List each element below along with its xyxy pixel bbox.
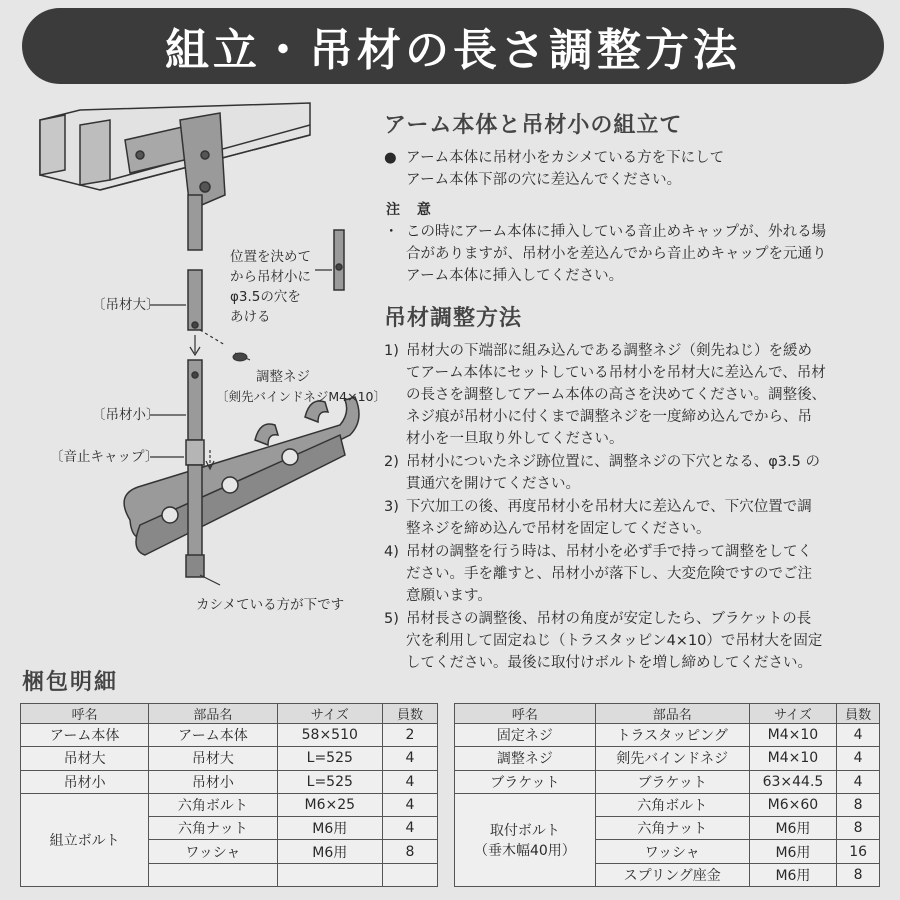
table-cell: 8 [837,793,880,816]
table-cell: ブラケット [455,770,596,793]
table-row [21,793,438,816]
label-sound-cap: 〔音止キャップ〕 [50,449,159,465]
table-row [21,747,438,770]
packing-table-2 [454,703,880,887]
step-5 [384,608,880,674]
step-line: してください。最後に取付けボルトを増し締めしてください。 [406,655,812,671]
step-number: 5) [384,611,399,627]
step-line: 吊材長さの調整後、吊材の角度が安定したら、ブラケットの長 [406,611,812,627]
table-cell: 六角ナット [595,817,749,840]
table-cell: 吊材小 [21,770,149,793]
table-cell: M4×10 [749,724,837,747]
table-cell: M6用 [749,863,837,886]
table-cell: ブラケット [595,770,749,793]
assembly-line-1: アーム本体に吊材小をカシメている方を下にして [406,150,725,166]
note [384,221,880,287]
table-cell: 4 [837,747,880,770]
table-cell: スプリング座金 [595,863,749,886]
step-number: 1) [384,343,399,359]
table-cell: 六角ボルト [149,793,277,816]
table-row [21,724,438,747]
header-cell: 員数 [837,704,880,724]
table-cell: 58×510 [277,724,382,747]
table-cell: 六角ボルト [595,793,749,816]
table-row [455,747,880,770]
step-line: てアーム本体にセットしている吊材小を吊材大に差込んで、吊材 [406,365,826,381]
adjust-heading: 吊材調整方法 [384,306,523,331]
note-line-2: 合がありますが、吊材小を差込んでから音止めキャップを元通り [406,246,827,262]
table-cell: ワッシャ [149,840,277,863]
step-number: 2) [384,454,399,470]
table-cell: 4 [837,724,880,747]
note-mark: ・ [384,224,399,240]
group-label-2: （垂木幅40用） [473,842,576,859]
table-cell: M6×25 [277,793,382,816]
note-title: 注 意 [386,202,437,218]
group-cell: 組立ボルト [21,793,149,886]
table-cell: アーム本体 [149,724,277,747]
step-line: 整ネジを締め込んで吊材を固定してください。 [406,521,711,537]
header-cell: 呼名 [21,704,149,724]
table-cell: トラスタッピング [595,724,749,747]
assembly-heading: アーム本体と吊材小の組立て [384,113,683,138]
label-hole-2: から吊材小に [230,269,311,285]
table-cell: M6×60 [749,793,837,816]
label-small-hanger: 〔吊材小〕 [92,407,160,423]
packing-heading: 梱包明細 [22,670,119,695]
table-cell: 4 [837,770,880,793]
label-hole-3: φ3.5の穴を [230,289,301,305]
step-line: の長さを調整してアーム本体の高さを決めてください。調整後、 [406,387,827,403]
header-cell: サイズ [277,704,382,724]
step-line: 吊材の調整を行う時は、吊材小を必ず手で持って調整をしてく [406,544,812,560]
table-cell: 調整ネジ [455,747,596,770]
header-cell: 呼名 [455,704,596,724]
table-cell: 4 [382,747,437,770]
table-header-row [455,704,880,724]
table-cell: 4 [382,817,437,840]
instructions [384,108,880,675]
step-3 [384,496,880,540]
assembly-illustration [20,95,380,655]
step-line: ネジ痕が吊材小に付くまで調整ネジを一度締め込んでから、吊 [406,409,812,425]
title-banner [22,8,884,84]
header-cell: サイズ [749,704,837,724]
table-cell: ワッシャ [595,840,749,863]
table-cell: L=525 [277,747,382,770]
table-cell: M6用 [277,840,382,863]
label-hole-4: あける [230,309,271,325]
bullet-mark: ● [384,150,397,166]
table-cell: M6用 [749,840,837,863]
table-cell [149,863,277,886]
step-4 [384,541,880,607]
label-screw-1: 調整ネジ [256,369,310,385]
header-cell: 部品名 [149,704,277,724]
group-cell [455,793,596,886]
table-row [21,770,438,793]
table-cell: 吊材大 [21,747,149,770]
step-line: 材小を一旦取り外してください。 [406,431,624,447]
assembly-bullet [384,147,880,191]
group-label-1: 取付ボルト [489,822,560,839]
packing-table-1 [20,703,438,887]
step-number: 3) [384,499,399,515]
label-screw-2: 〔剣先バインドネジM4×10〕 [216,389,386,404]
step-line: 貫通穴を開けてください。 [406,476,580,492]
table-cell: M4×10 [749,747,837,770]
step-number: 4) [384,544,399,560]
step-line: 穴を利用して固定ねじ（トラスタッピン4×10）で吊材大を固定 [406,633,823,649]
table-cell: アーム本体 [21,724,149,747]
step-line: 吊材大の下端部に組み込んである調整ネジ（剣先ねじ）を緩め [406,343,812,359]
table-row [455,724,880,747]
step-2 [384,451,880,495]
table-header-row [21,704,438,724]
table-cell [382,863,437,886]
table-cell: 63×44.5 [749,770,837,793]
table-cell: 8 [837,863,880,886]
table-row [455,770,880,793]
label-hole-1: 位置を決めて [230,249,311,265]
page-title: 組立・吊材の長さ調整方法 [165,25,741,76]
table-cell: 固定ネジ [455,724,596,747]
table-cell: 2 [382,724,437,747]
step-line: 下穴加工の後、再度吊材小を吊材大に差込んで、下穴位置で調 [406,499,812,515]
step-line: ださい。手を離すと、吊材小が落下し、大変危険ですのでご注 [406,566,812,582]
assembly-figure [20,95,386,655]
table-cell: M6用 [749,817,837,840]
label-large-hanger: 〔吊材大〕 [92,297,160,313]
table-cell: 吊材大 [149,747,277,770]
table-cell: 六角ナット [149,817,277,840]
table-cell: L=525 [277,770,382,793]
assembly-line-2: アーム本体下部の穴に差込んでください。 [406,172,682,188]
table-cell: 剣先バインドネジ [595,747,749,770]
step-line: 意願います。 [406,588,492,604]
table-cell: 4 [382,770,437,793]
note-line-1: この時にアーム本体に挿入している音止めキャップが、外れる場 [406,224,827,240]
table-cell [277,863,382,886]
table-cell: 16 [837,840,880,863]
table-cell: 8 [382,840,437,863]
header-cell: 員数 [382,704,437,724]
table-row [455,793,880,816]
table-cell: 吊材小 [149,770,277,793]
table-cell: M6用 [277,817,382,840]
table-cell: 8 [837,817,880,840]
step-1 [384,340,880,450]
step-line: 吊材小についたネジ跡位置に、調整ネジの下穴となる、φ3.5 の [406,454,820,470]
label-bottom: カシメている方が下です [196,597,345,613]
note-line-3: アーム本体に挿入してください。 [406,268,624,284]
header-cell: 部品名 [595,704,749,724]
table-cell: 4 [382,793,437,816]
